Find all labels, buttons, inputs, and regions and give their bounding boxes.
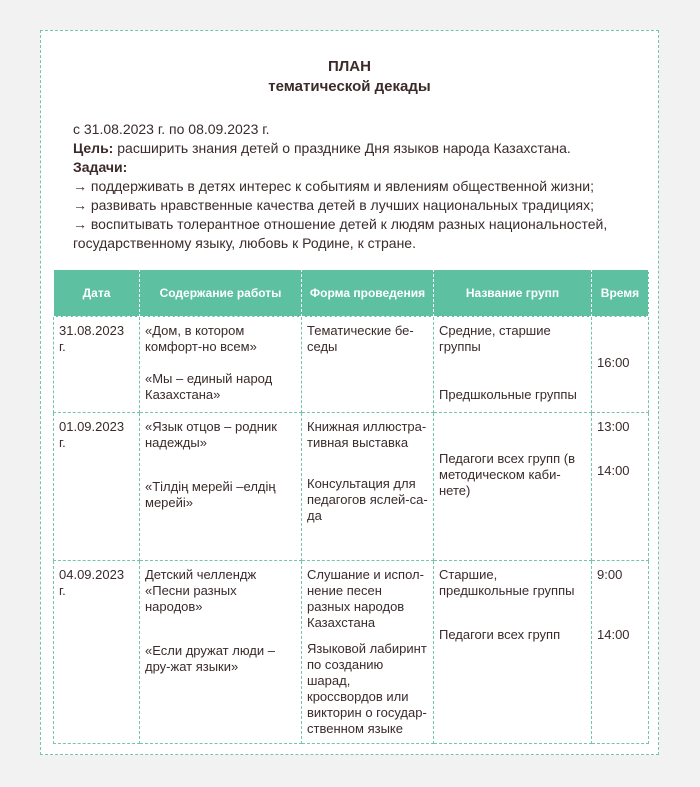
cell-date: 31.08.2023 г. [54,317,140,413]
task-item: → развивать нравственные качества детей в лучших национальных традициях; [73,197,595,213]
cell-date: 01.09.2023 г. [54,413,140,561]
cell-content: «Дом, в котором комфорт-но всем» «Мы – единый народ Казахстана» [140,317,302,413]
page-title: ПЛАН [328,58,371,75]
table-header-row [54,270,649,317]
cell-time: 13:00 14:00 [592,413,649,561]
plan-table [53,269,649,744]
cell-groups: Педагоги всех групп (в методическом каби-нете) [434,413,592,561]
header-form: Форма проведения [302,270,434,317]
cell-groups: Старшие, предшкольные группы Педагоги всех групп [434,561,592,744]
header-groups: Название групп [434,270,592,317]
header-time: Время [592,270,649,317]
page-subtitle: тематической декады [268,78,431,95]
intro-block [53,120,653,253]
cell-form: Слушание и испол-нение песен разных народов Казахстана Языковой лабиринт по созданию шарад, кроссвордов или викторин о государ-ственном языке [302,561,434,744]
table-row [54,317,649,413]
cell-groups: Средние, старшие группы Предшкольные группы [434,317,592,413]
task-item: → воспитывать толерантное отношение детей к людям разных национальностей, государственному языку, любовь к Родине, к стране. [73,216,608,251]
table-row [54,561,649,744]
tasks-label: Задачи: [73,159,128,175]
cell-content: Детский челлендж «Песни разных народов» «Если дружат люди – дру-жат языки» [140,561,302,744]
cell-form: Тематические бе-седы [302,317,434,413]
cell-content: «Язык отцов – родник надежды» «Тілдің мерейі –елдің мерейі» [140,413,302,561]
goal-label: Цель: [73,140,114,156]
header-date: Дата [54,270,140,317]
cell-time: 16:00 [592,317,649,413]
task-item: → поддерживать в детях интерес к событиям и явлениям общественной жизни; [73,178,594,194]
document-page [40,30,659,755]
header-content: Содержание работы [140,270,302,317]
table-row [54,413,649,561]
cell-form: Книжная иллюстра-тивная выставка Консультация для педагогов яслей-са-да [302,413,434,561]
goal-text: расширить знания детей о празднике Дня языков народа Казахстана. [117,140,571,156]
goal-line [53,139,653,158]
cell-time: 9:00 14:00 [592,561,649,744]
date-range: с 31.08.2023 г. по 08.09.2023 г. [73,121,270,137]
cell-date: 04.09.2023 г. [54,561,140,744]
